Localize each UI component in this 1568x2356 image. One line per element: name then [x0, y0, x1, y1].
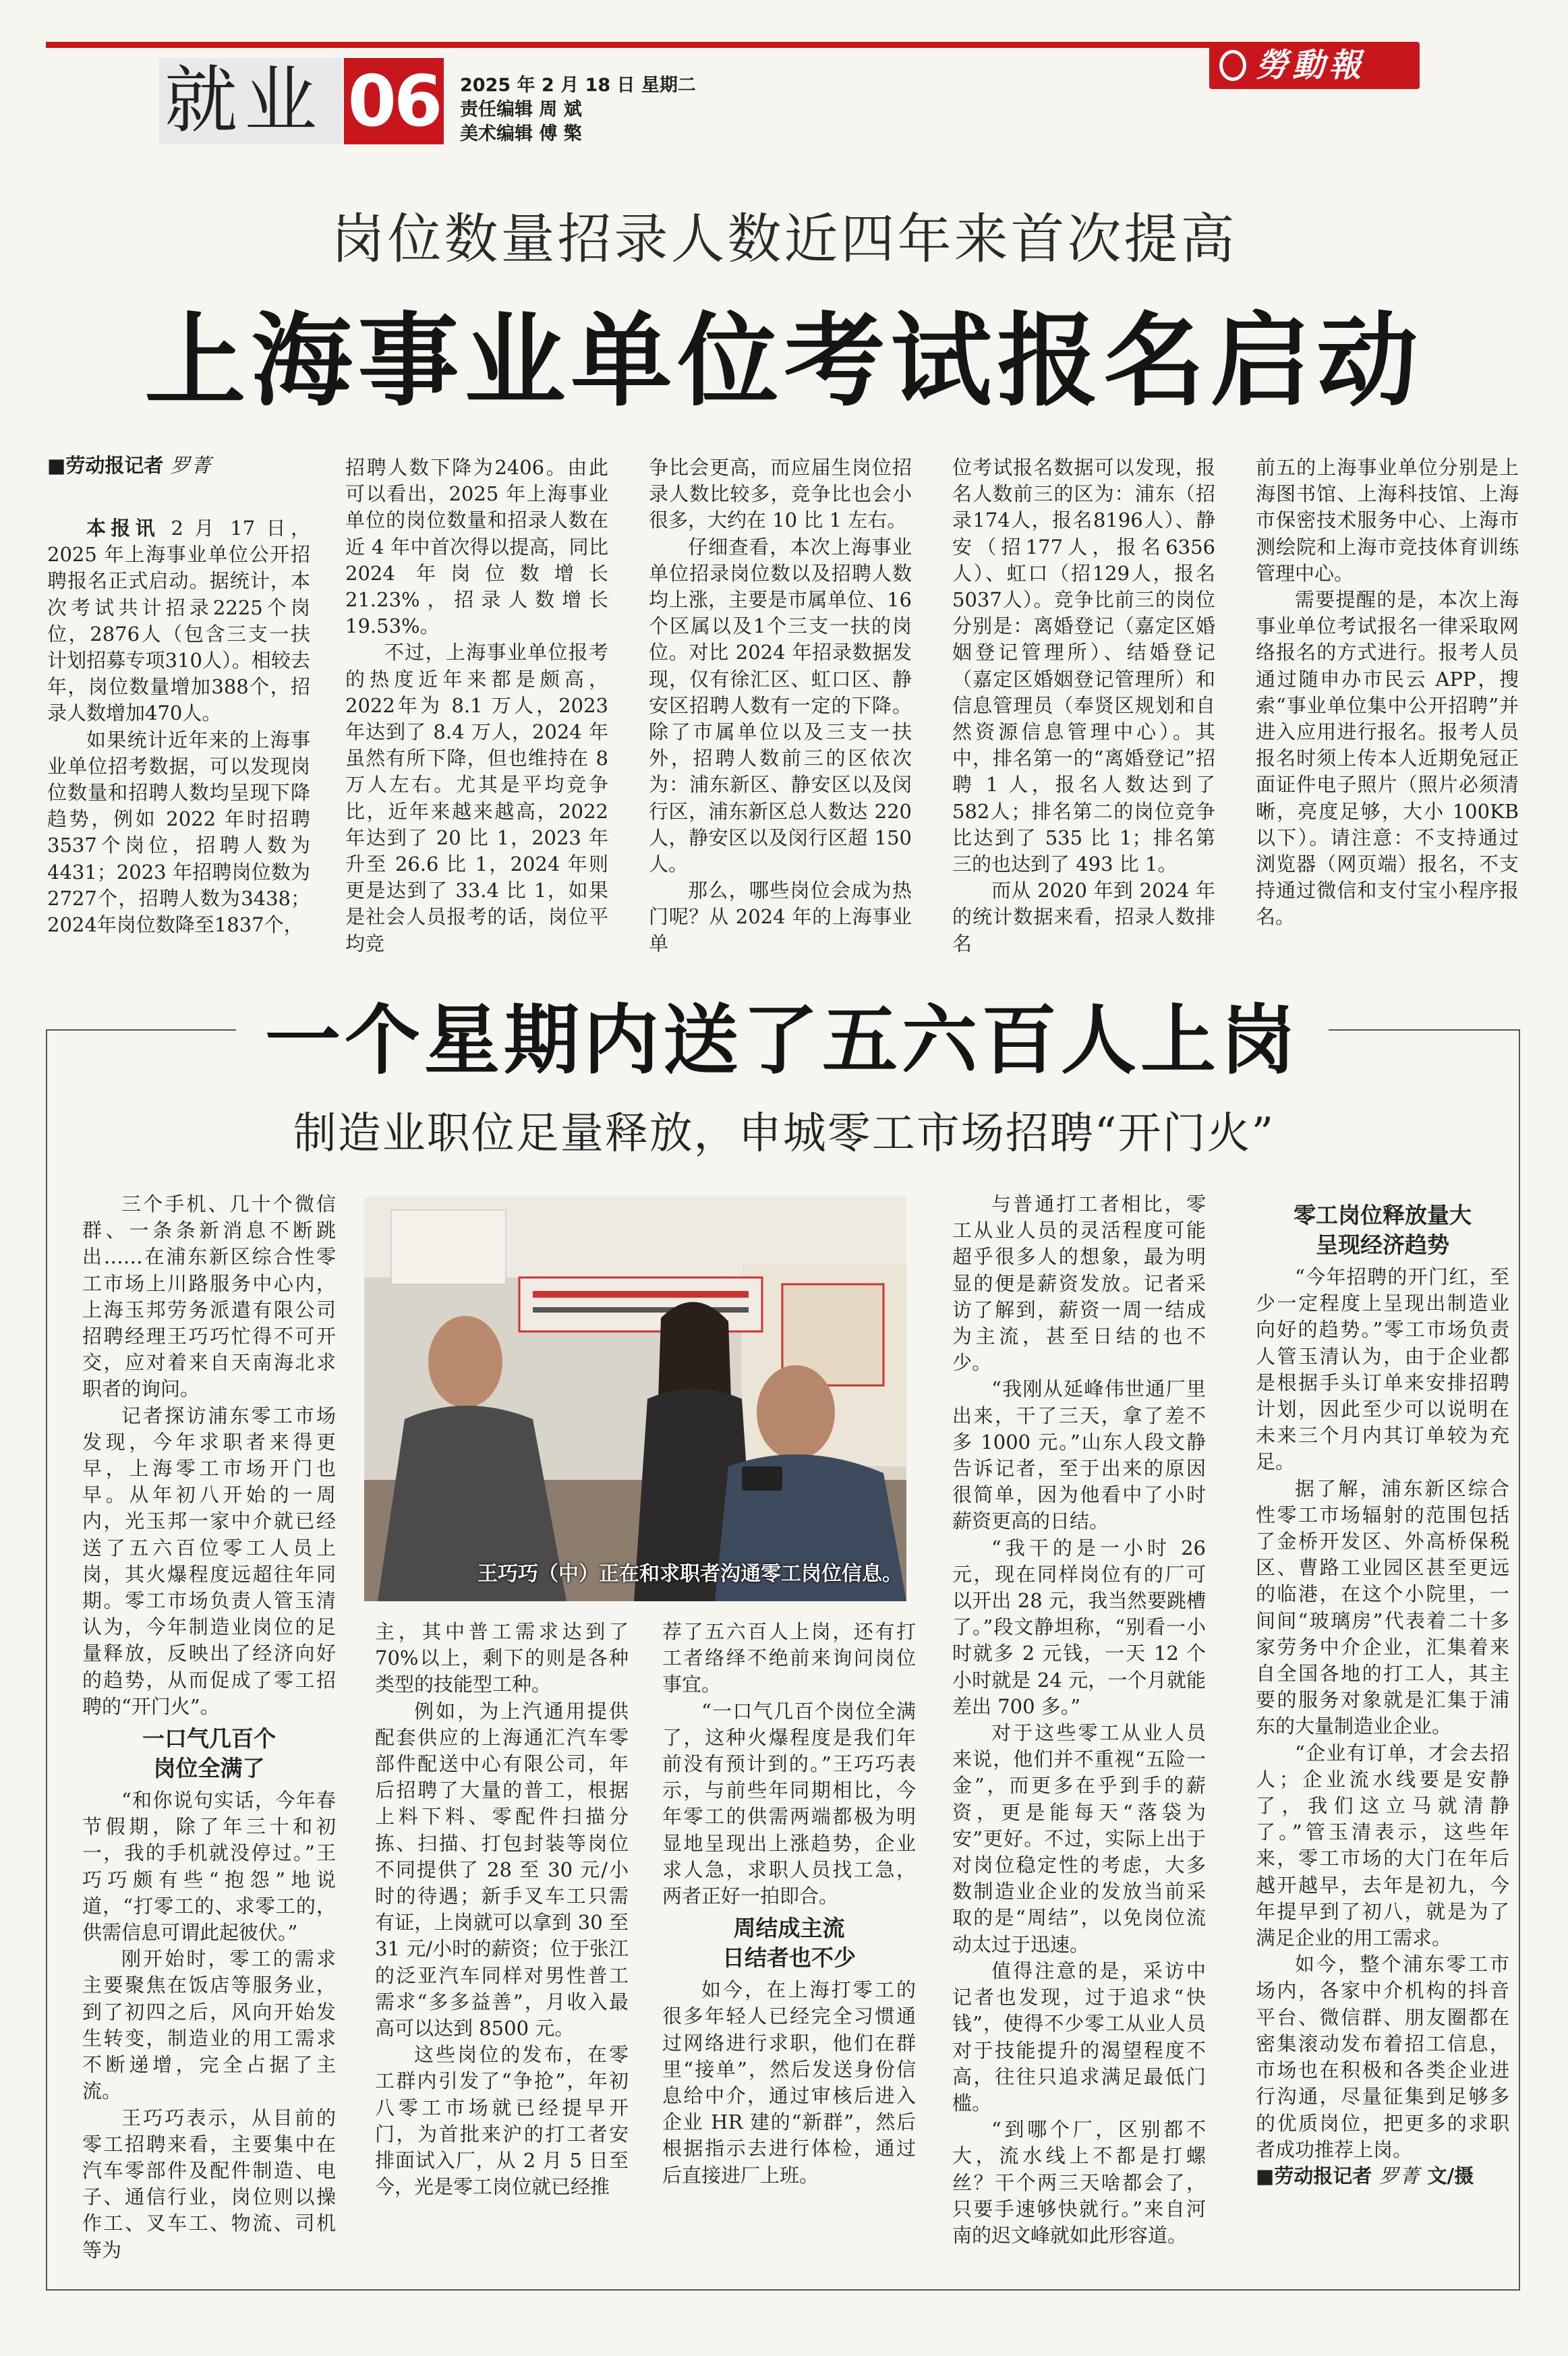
article2-column-4	[952, 1191, 1206, 2249]
byline-prefix: ■劳动报记者	[47, 454, 164, 477]
paragraph: 刚开始时，零工的需求主要聚焦在饭店等服务业，到了初四之后，风向开始发生转变，制造业的用工需求不断递增，完全占据了主流。	[82, 1947, 336, 2103]
article2-headline: 一个星期内送了五六百人上岗	[236, 992, 1329, 1090]
paragraph: “我干的是一小时 26 元，现在同样岗位有的厂可以开出 28 元，我当然要跳槽了。”段文静坦称，“别看一小时就多 2 元钱，一天 12 个小时就是 24 元，一个月就能差出 700 多。”	[952, 1536, 1206, 1718]
paragraph: 如今，整个浦东零工市场内，各家中介机构的抖音平台、微信群、朋友圈都在密集滚动发布着招工信息，市场也在积极和各类企业进行沟通，尽量征集到足够多的优质岗位，把更多的求职者成功推荐上岗。	[1256, 1953, 1509, 2161]
paragraph: 仔细查看，本次上海事业单位招录岗位数以及招聘人数均上涨，主要是市属单位、16个区属以及1个三支一扶的岗位。对比 2024 年招录数据发现，仅有徐汇区、虹口区、静安区招聘人数有一定的下降。除了市属单位以及三支一扶外，招聘人数前三的区依次为：浦东新区、静安区以及闵行区，浦东新区总人数达 220 人，静安区以及闵行区超 150 人。	[649, 535, 912, 876]
article2-byline	[1256, 2163, 1509, 2189]
paragraph: 位考试报名数据可以发现，报名人数前三的区为：浦东（招录174人，报名8196人）、静安（招177人，报名6356人）、虹口（招129人，报名5037人）。竞争比前三的岗位分别是：离婚登记（嘉定区婚姻登记管理所）、结婚登记（嘉定区婚姻登记管理所）和信息管理员（奉贤区规划和自然资源信息管理中心）。其中，排名第一的“离婚登记”招聘 1 人，报名人数达到了 582人；排名第二的岗位竞争比达到了 535 比 1；排名第三的也达到了 493 比 1。	[952, 456, 1215, 876]
paragraph: 与普通打工者相比，零工从业人员的灵活程度可能超乎很多人的想象，最为明显的便是薪资发放。记者采访了解到，薪资一周一结成为主流，甚至日结的也不少。	[952, 1193, 1206, 1375]
paragraph: 例如，为上汽通用提供配套供应的上海通汇汽车零部件配送中心有限公司，年后招聘了大量的普工，根据上料下料、零配件扫描分拣、扫描、打包封装等岗位不同提供了 28 至 30 元/小时的待遇；新手叉车工只需有证，上岗就可以拿到 30 至 31 元/小时的薪资；位于张江的泛亚汽车同样对男性普工需求“多多益善”，月收入最高可以达到 8500 元。	[375, 1699, 629, 2040]
article1-column-2	[345, 455, 608, 957]
paragraph: 招聘人数下降为2406。由此可以看出，2025 年上海事业单位的岗位数量和招录人数在近 4 年中首次得以提高，同比 2024 年岗位数增长 21.23%，招录人数增长 19.53%。	[345, 456, 608, 638]
paragraph: 主，其中普工需求达到了70%以上，剩下的则是各种类型的技能型工种。	[375, 1620, 629, 1696]
paragraph: 对于这些零工从业人员来说，他们并不重视“五险一金”，而更多在乎到手的薪资，更是能每天“落袋为安”更好。不过，实际上出于对岗位稳定性的考虑，大多数制造业企业的发放当前采取的是“周结”，以免岗位流动太过于迅速。	[952, 1721, 1206, 1956]
paragraph: 那么，哪些岗位会成为热门呢？从 2024 年的上海事业单	[649, 879, 912, 955]
paragraph: 记者探访浦东零工市场发现，今年求职者来得更早，上海零工市场开门也早。从年初八开始的一周内，光玉邦一家中介就已经送了五六百位零工人员上岗，其火爆程度远超往年同期。零工市场负责人管玉清认为，今年制造业岗位的足量释放，反映出了经济向好的趋势，从而促成了零工招聘的“开门火”。	[82, 1404, 336, 1718]
article2-column-2	[375, 1619, 629, 2200]
paragraph: 王巧巧表示，从目前的零工招聘来看，主要集中在汽车零部件及配件制造、电子、通信行业，岗位则以操作工、叉车工、物流、司机等为	[82, 2106, 336, 2262]
article1-column-1	[47, 515, 310, 938]
article2-column-3	[662, 1619, 916, 2189]
brand-logo-icon	[1219, 50, 1246, 81]
paragraph: 据了解，浦东新区综合性零工市场辐射的范围包括了金桥开发区、外高桥保税区、曹路工业园区甚至更远的临港，在这个小院里，一间间“玻璃房”代表着二十多家劳务中介企业，汇集着来自全国各地的打工人，其主要的服务对象就是汇集于浦东的大量制造业企业。	[1256, 1476, 1509, 1738]
art-editor: 美术编辑 傅 檠	[460, 123, 582, 144]
paragraph: 前五的上海事业单位分别是上海图书馆、上海科技馆、上海市保密技术服务中心、上海市测绘院和上海市竞技体育训练管理中心。	[1256, 456, 1519, 585]
paragraph: “一口气几百个岗位全满了，这种火爆程度是我们年前没有预计到的。”王巧巧表示，与前些年同期相比，今年零工的供需两端都极为明显地呈现出上涨趋势，企业求人急，求职人员找工急，两者正好一拍即合。	[662, 1699, 916, 1908]
responsible-editor: 责任编辑 周 斌	[460, 99, 582, 120]
article1-kicker: 岗位数量招录人数近四年来首次提高	[330, 208, 1238, 270]
section-label: 就业	[165, 59, 324, 143]
paragraph: 三个手机、几十个微信群、一条条新消息不断跳出……在浦东新区综合性零工市场上川路服务中心内，上海玉邦劳务派遣有限公司招聘经理王巧巧忙得不可开交，应对着来自天南海北求职者的询问。	[82, 1193, 336, 1401]
paragraph: 这些岗位的发布，在零工群内引发了“争抢”，年初八零工市场就已经提早开门，为首批来沪的打工者安排面试入厂，从 2 月 5 日至今，光是零工岗位就已经推	[375, 2043, 629, 2199]
paragraph: 荐了五六百人上岗，还有打工者络绎不绝前来询问岗位事宜。	[662, 1620, 916, 1696]
article2-column-5	[1256, 1197, 1509, 2189]
byline-suffix: 文/摄	[1427, 2164, 1474, 2187]
subheading: 零工岗位释放量大 呈现经济趋势	[1294, 1202, 1472, 1258]
paragraph: 如今，在上海打零工的很多年轻人已经完全习惯通过网络进行求职，他们在群里“接单”，然后发送身份信息给中介，通过审核后进入企业 HR 建的“新群”，然后根据指示去进行体检，通过后直接进厂上班。	[662, 1978, 916, 2187]
news-photo	[364, 1197, 906, 1601]
paragraph: 不过，上海事业单位报考的热度近年来都是颇高，2022年为 8.1 万人，2023 年达到了 8.4 万人，2024 年虽然有所下降，但也维持在 8 万人左右。尤其是平均竞争比，近年来越来越高，2022 年达到了 20 比 1，2023 年升至 26.6 比 1，2024 年则更是达到了 33.4 比 1，如果是社会人员报考的话，岗位平均竞	[345, 641, 608, 955]
paragraph: 而从 2020 年到 2024 年的统计数据来看，招录人数排名	[952, 879, 1215, 955]
paragraph: 值得注意的是，采访中记者也发现，过于追求“快钱”，使得不少零工从业人员对于技能提升的渴望程度不高，往往只追求满足最低门槛。	[952, 1959, 1206, 2115]
paragraph: 需要提醒的是，本次上海事业单位考试报名一律采取网络报名的方式进行。报考人员通过随申办市民云 APP，搜索“事业单位集中公开招聘”并进入应用进行报名。报考人员报名时须上传本人近期免冠正面证件电子照片（照片必须清晰，亮度足够，大小 100KB 以下）。请注意：不支持通过浏览器（网页端）报名，不支持通过微信和支付宝小程序报名。	[1256, 588, 1519, 929]
article1-column-5	[1256, 455, 1519, 931]
paragraph: 本报讯 2 月 17 日，2025 年上海事业单位公开招聘报名正式启动。据统计，本次考试共计招录2225个岗位，2876人（包含三支一扶计划招募专项310人）。相较去年，岗位数量增加388个，招录人数增加470人。	[47, 517, 310, 725]
news-photo-illustration	[364, 1197, 906, 1601]
paragraph: “今年招聘的开门红，至少一定程度上呈现出制造业向好的趋势。”零工市场负责人管玉清认为，由于企业都是根据手头订单来安排招聘计划，因此至少可以说明在未来三个月内其订单较为充足。	[1256, 1265, 1509, 1474]
page-number: 06	[347, 60, 440, 142]
subheading: 周结成主流 日结者也不少	[722, 1915, 856, 1972]
article1-column-3	[649, 455, 912, 957]
paragraph: 如果统计近年来的上海事业单位招考数据，可以发现岗位数量和招聘人数均呈现下降趋势，例如 2022 年时招聘3537个岗位，招聘人数为4431；2023 年招聘岗位数为2727个，招聘人数为3438；2024年岗位数降至1837个，	[47, 728, 310, 937]
paragraph: “和你说句实话，今年春节假期，除了年三十和初一，我的手机就没停过。”王巧巧颇有些“抱怨”地说道，“打零工的、求零工的，供需信息可谓此起彼伏。”	[82, 1789, 336, 1945]
byline-prefix: ■劳动报记者	[1256, 2164, 1372, 2187]
photo-caption: 王巧巧（中）正在和求职者沟通零工岗位信息。	[477, 1562, 902, 1586]
paragraph: 争比会更高，而应届生岗位招录人数比较多，竞争比也会小很多，大约在 10 比 1 左右。	[649, 456, 912, 532]
paragraph: “企业有订单，才会去招人；企业流水线要是安静了，我们这立马就清静了。”管玉清表示，这些年来，零工市场的大门在年后越开越早，去年是初九，今年提早到了初八，就是为了满足企业的用工需求。	[1256, 1741, 1509, 1950]
paragraph: “我刚从延峰伟世通厂里出来，干了三天，拿了差不多 1000 元。”山东人段文静告诉记者，至于出来的原因很简单，因为他看中了小时薪资更高的日结。	[952, 1377, 1206, 1533]
top-red-rule	[46, 42, 1214, 48]
brand-logo-text: 勞動報	[1256, 47, 1366, 84]
subheading: 一口气几百个 岗位全满了	[142, 1725, 276, 1782]
article1-byline	[47, 452, 212, 479]
byline-author: 罗菁	[170, 454, 212, 477]
article2-column-1	[82, 1191, 336, 2264]
article1-column-4	[952, 455, 1215, 957]
byline-author: 罗菁	[1378, 2164, 1421, 2187]
paragraph: “到哪个厂，区别都不大，流水线上不都是打螺丝？干个两三天啥都会了，只要手速够快就行。”来自河南的迟文峰就如此形容道。	[952, 2118, 1206, 2247]
article2-subhead: 制造业职位足量释放，申城零工市场招聘“开门火”	[293, 1109, 1275, 1159]
issue-date: 2025 年 2 月 18 日 星期二	[460, 75, 696, 96]
article1-headline: 上海事业单位考试报名启动	[144, 301, 1424, 420]
